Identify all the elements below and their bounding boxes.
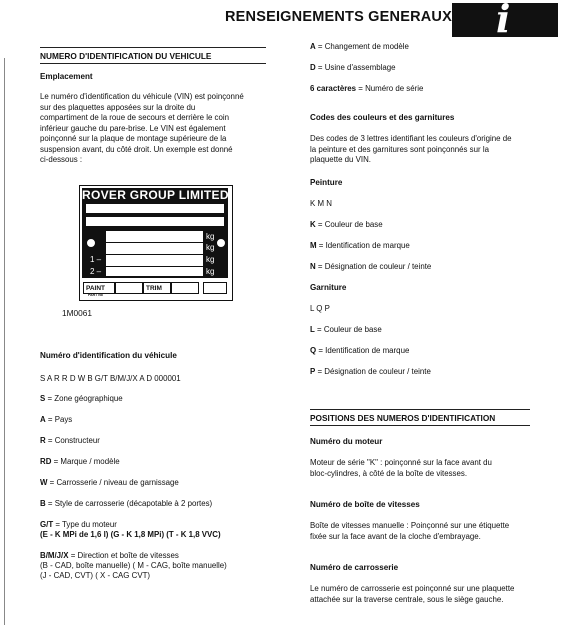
colors-paragraph — [310, 134, 550, 166]
text-line: plaquette du VIN. — [310, 155, 371, 164]
plate-kg-label: kg — [206, 255, 215, 264]
figure-caption: 1M0061 — [62, 308, 92, 318]
code-line — [310, 63, 396, 72]
text-line: ci-dessous : — [40, 155, 83, 164]
plate-rivet-hole — [216, 238, 226, 248]
code-line — [310, 346, 409, 355]
code-key: B/M/J/X — [40, 551, 69, 560]
text-line: Boîte de vitesses manuelle : Poinçonné sur une étiquette — [310, 521, 510, 530]
plate-weight-box — [106, 255, 203, 266]
text-line: sur des plaquettes apposées sur la droite du — [40, 102, 196, 112]
plate-weight-box — [106, 267, 203, 276]
code-line — [40, 436, 100, 445]
code-line — [310, 367, 431, 376]
code-text: = Constructeur — [45, 436, 100, 445]
text-line: Moteur de série "K" : poinçonné sur la face avant du — [310, 458, 492, 467]
code-text: = Identification de marque — [316, 346, 410, 355]
section-title-vin: NUMERO D'IDENTIFICATION DU VEHICULE — [40, 51, 212, 61]
text-line: attachée sur la traverse centrale, sous le siège gauche. — [310, 594, 504, 604]
section-rule-top — [310, 409, 530, 410]
colors-heading: Codes des couleurs et des garnitures — [310, 113, 455, 122]
code-key: D — [310, 63, 316, 72]
code-text: = Désignation de couleur / teinte — [315, 367, 431, 376]
peinture-code: K M N — [310, 199, 332, 208]
text-line: fixée sur la face avant de la cloche d'embrayage. — [310, 531, 481, 541]
plate-trim-cell: TRIM — [143, 282, 171, 294]
code-line — [310, 241, 410, 250]
text-line: poinçonné sur la plaque de montage supérieure de la — [40, 134, 227, 143]
plate-kg-label: kg — [206, 267, 215, 276]
plate-extra-cell — [203, 282, 227, 294]
plate-kg-label: kg — [206, 232, 215, 241]
text-line: Le numéro d'identification du véhicule (VIN) est poinçonné — [40, 92, 244, 101]
code-line — [310, 84, 423, 93]
garniture-heading: Garniture — [310, 283, 347, 292]
code-text: = Direction et boîte de vitesses — [68, 551, 179, 560]
code-key: G/T — [40, 520, 54, 529]
vin-example: S A R R D W B G/T B/M/J/X A D 000001 — [40, 374, 181, 383]
peinture-heading: Peinture — [310, 178, 343, 187]
text-line: Le numéro de carrosserie est poinçonné sur une plaquette — [310, 584, 515, 593]
code-key: W — [40, 478, 48, 487]
code-key: 6 caractères — [310, 84, 357, 93]
text-line: bloc-cylindres, à côté de la boîte de vitesses. — [310, 468, 468, 478]
code-key: R — [40, 436, 46, 445]
code-key: P — [310, 367, 316, 376]
code-line — [40, 457, 120, 466]
code-key: L — [310, 325, 315, 334]
engine-type-line — [40, 520, 117, 529]
vin-plate-figure — [79, 185, 233, 301]
code-line — [40, 478, 179, 487]
text-line: suspension avant, du côté droit. Un exemple est donné — [40, 144, 233, 154]
code-text: = Changement de modèle — [315, 42, 409, 51]
emplacement-paragraph — [40, 92, 280, 166]
code-line — [310, 220, 383, 229]
plate-kg-label: kg — [206, 243, 215, 252]
code-text: = Marque / modèle — [51, 457, 120, 466]
emplacement-heading: Emplacement — [40, 72, 93, 81]
text-line: Des codes de 3 lettres identifiant les couleurs d'origine de — [310, 134, 512, 143]
plate-vin-strip — [86, 204, 224, 213]
section-rule-top — [40, 47, 266, 48]
carrosserie-heading: Numéro de carrosserie — [310, 563, 399, 572]
code-text: = Désignation de couleur / teinte — [315, 262, 432, 271]
plate-weight-box — [106, 231, 203, 242]
code-line — [310, 262, 431, 271]
text-line: la peinture et des garnitures sont poinçonnés sur la — [310, 144, 489, 154]
code-line — [310, 325, 382, 334]
code-text: = Carrosserie / niveau de garnissage — [47, 478, 179, 487]
text-line: inférieur gauche du pare-brise. Le VIN est également — [40, 123, 226, 133]
garniture-code: L Q P — [310, 304, 330, 313]
code-key: M — [310, 241, 317, 250]
boite-heading: Numéro de boîte de vitesses — [310, 500, 420, 509]
plate-paint-value — [115, 282, 143, 294]
code-key: N — [310, 262, 316, 271]
vin-heading: Numéro d'identification du véhicule — [40, 351, 177, 360]
steering-line — [40, 551, 179, 560]
engine-type-detail: (E - K MPi de 1,6 l) (G - K 1,8 MPi) (T - K 1,8 VVC) — [40, 530, 221, 539]
plate-vin-strip — [86, 217, 224, 226]
code-text: = Type du moteur — [53, 520, 117, 529]
code-line — [310, 42, 409, 51]
plate-title: ROVER GROUP LIMITED — [82, 188, 229, 202]
code-text: = Couleur de base — [315, 220, 383, 229]
plate-weight-box — [106, 243, 203, 254]
plate-trim-value — [171, 282, 199, 294]
plate-paint-cell: PAINT — [83, 282, 115, 294]
code-line — [40, 394, 123, 403]
plate-row-label: 2 – — [90, 267, 102, 276]
plate-row-label: 1 – — [90, 255, 102, 264]
moteur-paragraph — [310, 458, 550, 479]
code-text: = Numéro de série — [356, 84, 424, 93]
code-key: K — [310, 220, 316, 229]
info-icon-letter: i — [496, 0, 511, 41]
code-text: = Couleur de base — [314, 325, 382, 334]
code-line — [40, 499, 212, 508]
code-key: A — [310, 42, 316, 51]
steering-detail: (J - CAD, CVT) ( X - CAG CVT) — [40, 571, 151, 580]
code-text: = Usine d'assemblage — [315, 63, 396, 72]
moteur-heading: Numéro du moteur — [310, 437, 383, 446]
page-title: RENSEIGNEMENTS GENERAUX — [225, 9, 452, 25]
section-rule-bottom — [310, 425, 530, 426]
section-title-positions: POSITIONS DES NUMEROS D'IDENTIFICATION — [310, 413, 496, 423]
code-key: RD — [40, 457, 52, 466]
code-text: = Identification de marque — [316, 241, 410, 250]
code-key: Q — [310, 346, 317, 355]
code-key: A — [40, 415, 46, 424]
text-line: compartiment de la roue de secours et derrière le coin — [40, 113, 230, 122]
code-line — [40, 415, 72, 424]
plate-part-label: PART No — [88, 293, 103, 297]
code-text: = Style de carrosserie (décapotable à 2 portes) — [45, 499, 213, 508]
code-text: = Pays — [45, 415, 73, 424]
code-key: S — [40, 394, 46, 403]
boite-paragraph — [310, 521, 550, 542]
info-icon — [452, 0, 558, 41]
section-rule-bottom — [40, 63, 266, 64]
code-key: B — [40, 499, 46, 508]
plate-band — [82, 188, 228, 278]
steering-detail: (B - CAD, boîte manuelle) ( M - CAG, boîte manuelle) — [40, 561, 227, 570]
code-text: = Zone géographique — [45, 394, 123, 403]
carrosserie-paragraph — [310, 584, 560, 605]
page-margin-rule — [4, 58, 5, 625]
plate-rivet-hole — [86, 238, 96, 248]
